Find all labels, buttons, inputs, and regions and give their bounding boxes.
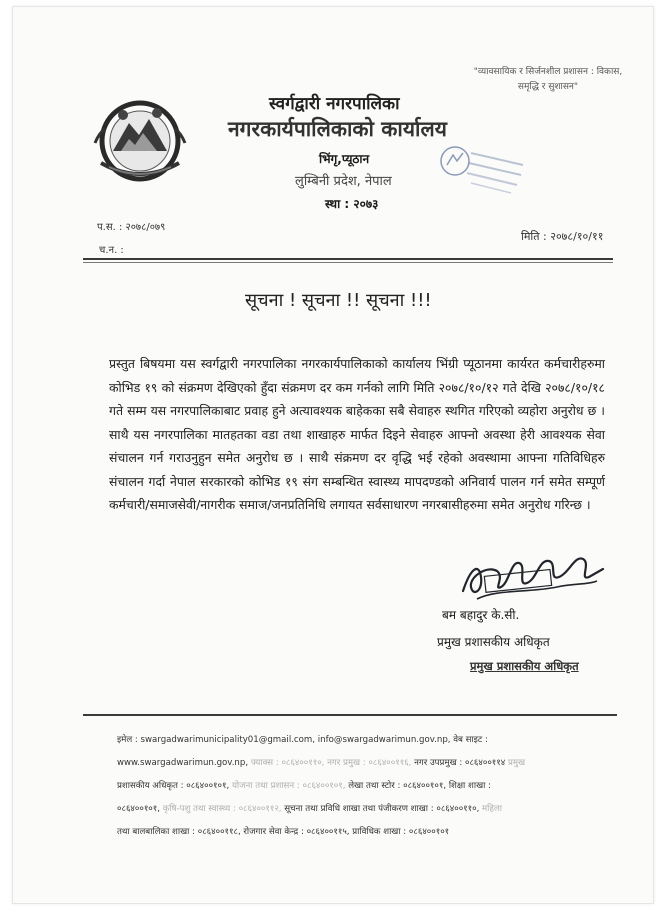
letter-page xyxy=(12,6,654,904)
signature-icon xyxy=(457,547,607,605)
office-name: नगरकार्यपालिकाको कार्यालय xyxy=(228,117,447,141)
established-year: स्था : २०७३ xyxy=(325,197,379,211)
women-label: महिला xyxy=(482,804,503,814)
footer-contacts xyxy=(117,729,617,844)
letter-date: मिति : २०७८/१०/११ xyxy=(521,230,604,243)
website: www.swargadwarimun.gov.np, xyxy=(117,758,249,768)
children-phone: तथा बालबालिका शाखा : ०८६४००११८, xyxy=(117,827,241,837)
header-divider xyxy=(83,258,613,260)
technical-phone: प्राविधिक शाखा : ०८६४००१०१ xyxy=(352,827,450,837)
notice-heading: सूचना ! सूचना !! सूचना !!! xyxy=(245,290,432,311)
office-stamp-icon xyxy=(433,139,529,199)
employment-phone: रोजगार सेवा केन्द्र : ०८६४००११५, xyxy=(243,827,350,837)
cao-phone: प्रशासकीय अधिकृत : ०८६४००१०१, xyxy=(117,781,230,791)
education-label: शिक्षा शाखा : xyxy=(448,781,491,791)
header-divider-thin xyxy=(83,262,613,263)
designation-seal: प्रमुख प्रशासकीय अधिकृत xyxy=(470,659,579,673)
accounts-phone: लेखा तथा स्टोर : ०८६४००१०१, xyxy=(348,781,447,791)
chief-label: प्रमुख xyxy=(507,758,525,768)
slogan: "व्यावसायिक र सिर्जनशील प्रशासन : विकास, समृद्धि र सुशासन" xyxy=(473,67,623,92)
dispatch-number: च.न. : xyxy=(99,245,124,256)
footer-line-3 xyxy=(117,775,617,798)
footer-line-2 xyxy=(117,752,617,775)
municipality-name: स्वर्गद्वारी नगरपालिका xyxy=(269,94,400,114)
footer-line-1: इमेल : swargadwarimunicipality01@gmail.com, info@swargadwarimun.gov.np, वेब साइट : xyxy=(117,735,488,745)
footer-line-5 xyxy=(117,821,617,844)
agri-health-phone: कृषि-पशु तथा स्वास्थ्य : ०८६४००११२, xyxy=(162,804,282,814)
address-line-2: लुम्बिनी प्रदेश, नेपाल xyxy=(295,174,392,189)
signatory-designation: प्रमुख प्रशासकीय अधिकृत xyxy=(437,635,550,649)
signatory-name: बम बहादुर के.सी. xyxy=(442,608,520,622)
mayor-phone: नगर प्रमुख : ०८६४००११६, xyxy=(327,758,412,768)
it-registration-phone: सूचना तथा प्रविधि शाखा तथा पंजीकरण शाखा : ०८६४००११०, xyxy=(284,804,480,814)
address-line-1: भिंगृ,प्यूठान xyxy=(319,152,370,166)
notice-body: प्रस्तुत बिषयमा यस स्वर्गद्वारी नगरपालिका नगरकार्यपालिकाको कार्यालय भिंग्री प्यूठानमा कार्यरत कर्मचारीहरुमा कोभिड १९ को संक्रमण देखिएको हुँदा संक्रमण दर कम गर्नको लागि मिति २०७८/१०/१२ गते देखि २०७८/१०/१८ गते सम्म यस नगरपालिकाबाट प्रवाह हुने अत्यावश्यक बाहेकका सबै सेवाहरु स्थगित गरिएको व्यहोरा अनुरोध छ । साथै यस नगरपालिका मातहतका वडा तथा शाखाहरु मार्फत दिइने सेवाहरु आफ्नो अवस्था हेरी आवश्यक सेवा संचालन गर्न गराउनुहुन समेत अनुरोध छ । साथै संक्रमण दर वृद्धि भई रहेको अवस्थामा आफ्ना गतिविधिहरु संचालन गर्दा नेपाल सरकारको कोभिड १९ संग सम्बन्धित स्वास्थ्य मापदण्डको अनिवार्य पालन गर्न समेत सम्पूर्ण कर्मचारी/समाजसेवी/नागरीक समाज/जनप्रतिनिधि लगायत सर्वसाधारण नगरबासीहरुमा समेत अनुरोध गरिन्छ । xyxy=(109,356,605,512)
reference-number: प.स. : २०७८/०७९ xyxy=(97,222,166,233)
fax: फ्याक्स : ०८६४००११०, xyxy=(250,758,325,768)
nepal-emblem-icon xyxy=(91,93,189,185)
deputy-mayor-phone: नगर उपप्रमुख : ०८६४००११४ xyxy=(414,758,506,768)
footer-line-4 xyxy=(117,798,617,821)
planning-phone: योजना तथा प्रशासन : ०८६४००१०१, xyxy=(231,781,346,791)
footer-divider xyxy=(83,714,617,716)
education-phone: ०८६४००१०१, xyxy=(117,804,160,814)
